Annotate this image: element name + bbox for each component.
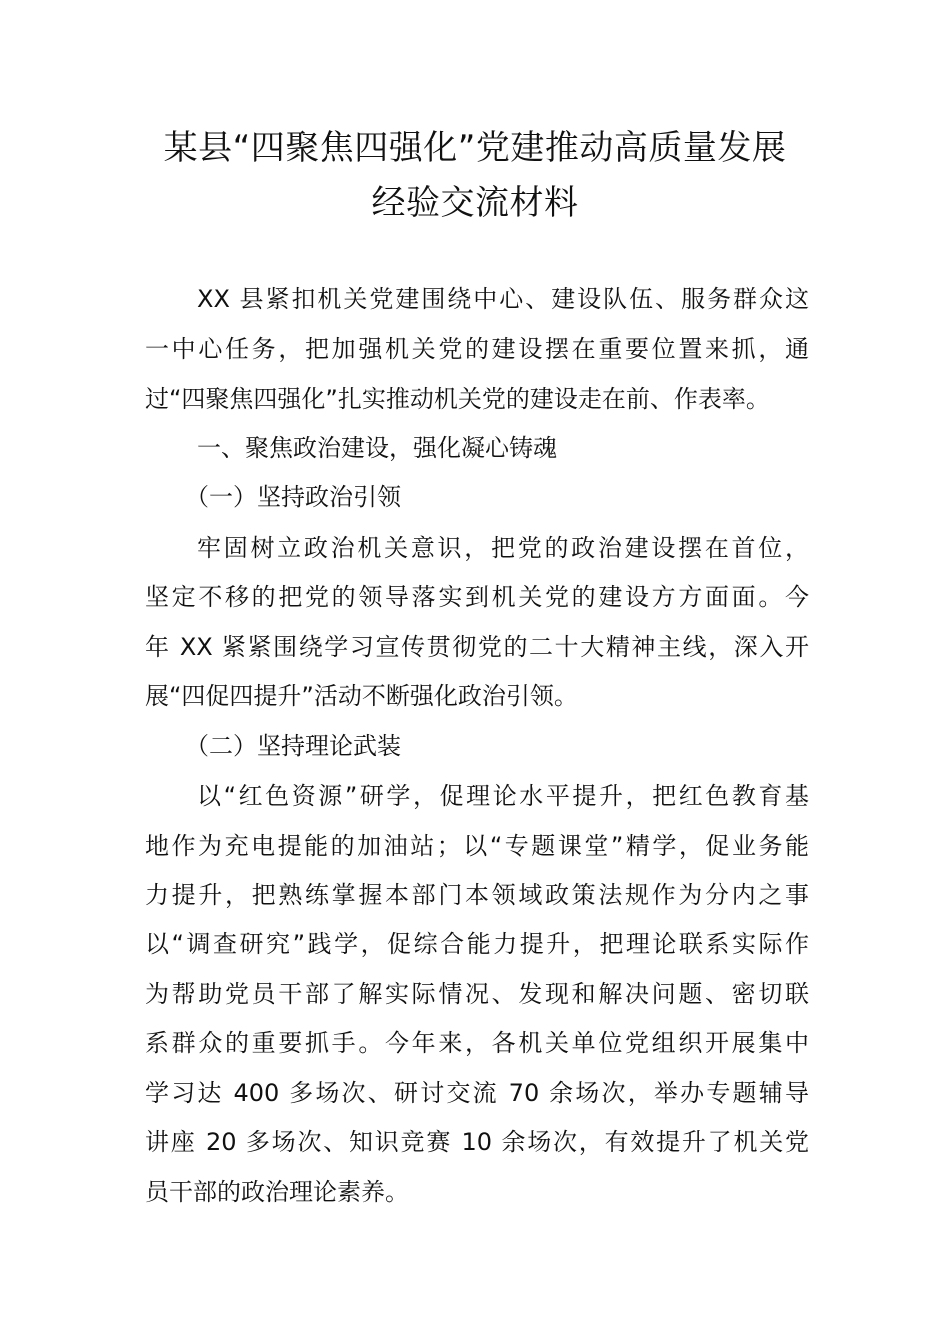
paragraph-line: 以“调查研究”践学，促综合能力提升，把理论联系实际作 [145,930,809,958]
paragraph-line: 为帮助党员干部了解实际情况、发现和解决问题、密切联 [145,980,809,1008]
paragraph-line: 年 XX 紧紧围绕学习宣传贯彻党的二十大精神主线，深入开 [145,633,809,661]
section-heading: 一、聚焦政治建设，强化凝心铸魂 [197,434,557,462]
document-title-line-1: 某县“四聚焦四强化”党建推动高质量发展 [163,128,787,168]
document-title-line-2: 经验交流材料 [371,183,579,223]
paragraph-line: XX 县紧扣机关党建围绕中心、建设队伍、服务群众这 [197,285,809,313]
paragraph-line: 讲座 20 多场次、知识竞赛 10 余场次，有效提升了机关党 [145,1128,809,1156]
paragraph-line: 地作为充电提能的加油站；以“专题课堂”精学，促业务能 [145,832,809,860]
paragraph-line: 坚定不移的把党的领导落实到机关党的建设方方面面。今 [145,583,809,611]
paragraph-line: 员干部的政治理论素养。 [145,1178,409,1206]
paragraph-line: 力提升，把熟练掌握本部门本领域政策法规作为分内之事 [145,881,809,909]
paragraph-line: 一中心任务，把加强机关党的建设摆在重要位置来抓，通 [145,335,809,363]
paragraph-line: 学习达 400 多场次、研讨交流 70 余场次，举办专题辅导 [145,1079,809,1107]
subsection-heading: （二）坚持理论武装 [185,732,401,760]
subsection-heading: （一）坚持政治引领 [185,483,401,511]
paragraph-line: 以“红色资源”研学，促理论水平提升，把红色教育基 [197,782,809,810]
paragraph-line: 牢固树立政治机关意识，把党的政治建设摆在首位， [197,534,809,562]
paragraph-line: 展“四促四提升”活动不断强化政治引领。 [145,682,578,710]
paragraph-line: 过“四聚焦四强化”扎实推动机关党的建设走在前、作表率。 [145,385,770,413]
paragraph-line: 系群众的重要抓手。今年来，各机关单位党组织开展集中 [145,1029,809,1057]
